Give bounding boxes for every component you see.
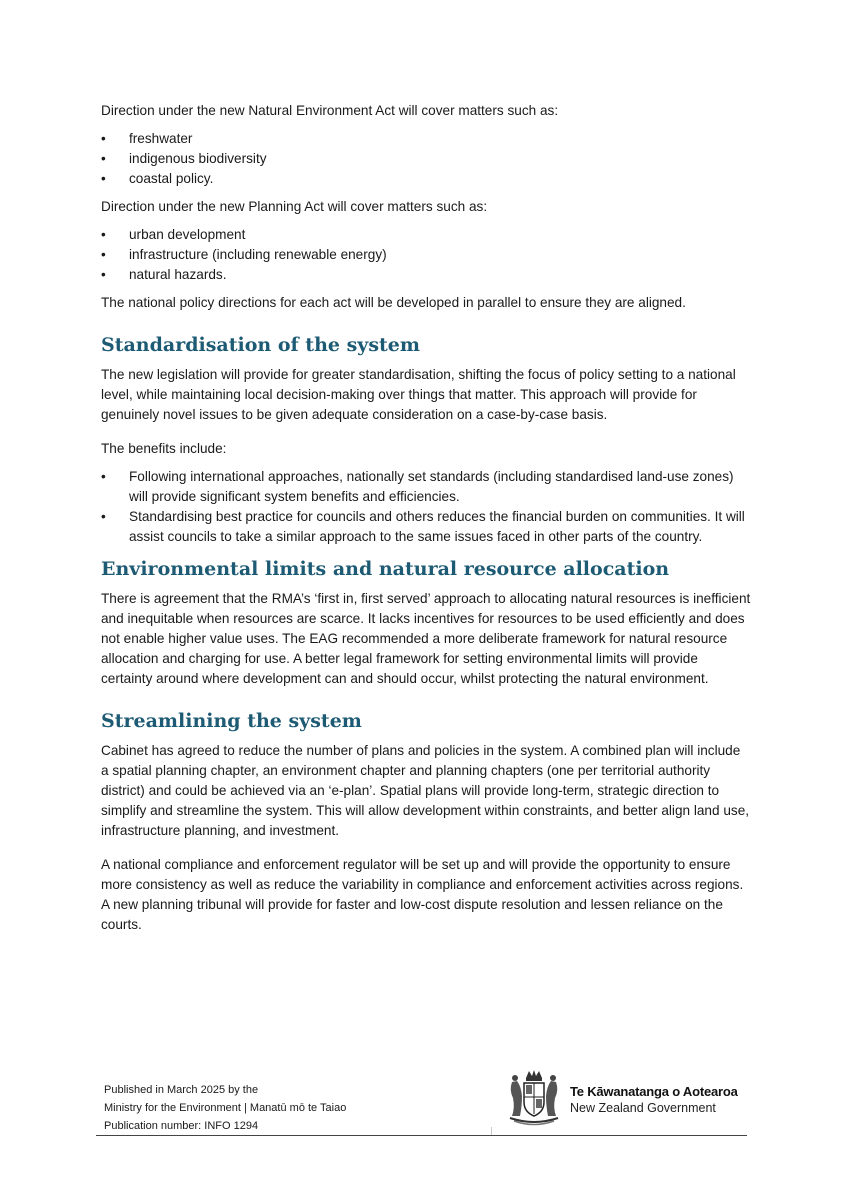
environmental-paragraph: There is agreement that the RMA’s ‘first in, first served’ approach to allocating natural resources is inefficient and inequitable when resources are scarce. It lacks incentives for resources to be used efficiently and does not enable higher value uses. The EAG recommended a more deliberate framework for natural resource allocation and charging for use. A better legal framework for setting environmental limits will provide certainty around where development can and should occur, whilst protecting the natural environment.: [101, 591, 751, 686]
bullet: •: [101, 131, 106, 146]
bullet: •: [101, 227, 106, 242]
pa-intro: Direction under the new Planning Act will cover matters such as:: [101, 199, 488, 214]
list-item: • freshwater: [101, 129, 751, 149]
benefits-intro: The benefits include:: [101, 441, 227, 456]
list-item: • coastal policy.: [101, 169, 751, 189]
streamlining-paragraph-1: Cabinet has agreed to reduce the number of plans and policies in the system. A combined plan will include a spatial planning chapter, an environment chapter and planning chapters (one per territorial authority district) and could be achieved via an ‘e-plan’. Spatial plans will provide long-term, strategic direction to simplify and streamline the system. This will allow development within constraints, and better align land use, infrastructure planning, and investment.: [101, 743, 750, 838]
streamlining-paragraph-2: A national compliance and enforcement regulator will be set up and will provide the opportunity to ensure more consistency as well as reduce the variability in compliance and enforcement activities across regions. A new planning tribunal will provide for faster and low-cost dispute resolution and lessen reliance on the courts.: [101, 857, 744, 932]
bullet: •: [101, 509, 106, 524]
standardisation-paragraph: The new legislation will provide for greater standardisation, shifting the focus of policy setting to a national level, while maintaining local decision-making over things that matter. This approach will provide for genuinely novel issues to be given adequate consideration on a case-by-case basis.: [101, 367, 736, 422]
bullet: •: [101, 469, 106, 484]
gov-name-english: New Zealand Government: [570, 1101, 716, 1115]
nz-coat-of-arms-icon: [504, 1068, 564, 1126]
gov-name-maori: Te Kāwanatanga o Aotearoa: [570, 1084, 738, 1099]
list-item: • indigenous biodiversity: [101, 149, 751, 169]
nea-intro: Direction under the new Natural Environment Act will cover matters such as:: [101, 103, 559, 118]
bullet: •: [101, 247, 106, 262]
published-line: Published in March 2025 by the: [104, 1084, 259, 1096]
list-item: • infrastructure (including renewable energy): [101, 245, 751, 265]
publication-number: Publication number: INFO 1294: [104, 1120, 259, 1132]
nz-government-wordmark: [570, 1083, 738, 1116]
publication-info: [104, 1081, 346, 1135]
heading-standardisation: Standardisation of the system: [101, 334, 420, 356]
parallel-paragraph: The national policy directions for each act will be developed in parallel to ensure they are aligned.: [101, 295, 686, 310]
bullet: •: [101, 171, 106, 186]
heading-environmental-limits: Environmental limits and natural resource allocation: [101, 558, 670, 580]
footer-rule: [96, 1135, 747, 1136]
list-item: • Following international approaches, nationally set standards (including standardised land-use zones) will provide significant system benefits and efficiencies.: [101, 469, 734, 504]
heading-streamlining: Streamlining the system: [101, 710, 362, 732]
list-item: • natural hazards.: [101, 265, 751, 285]
list-item: • urban development: [101, 225, 751, 245]
ministry-line: Ministry for the Environment | Manatū mō te Taiao: [104, 1102, 347, 1114]
bullet: •: [101, 151, 106, 166]
bullet: •: [101, 267, 106, 282]
list-item: • Standardising best practice for councils and others reduces the financial burden on communities. It will assist councils to take a similar approach to the same issues faced in other parts of the country.: [101, 509, 745, 544]
